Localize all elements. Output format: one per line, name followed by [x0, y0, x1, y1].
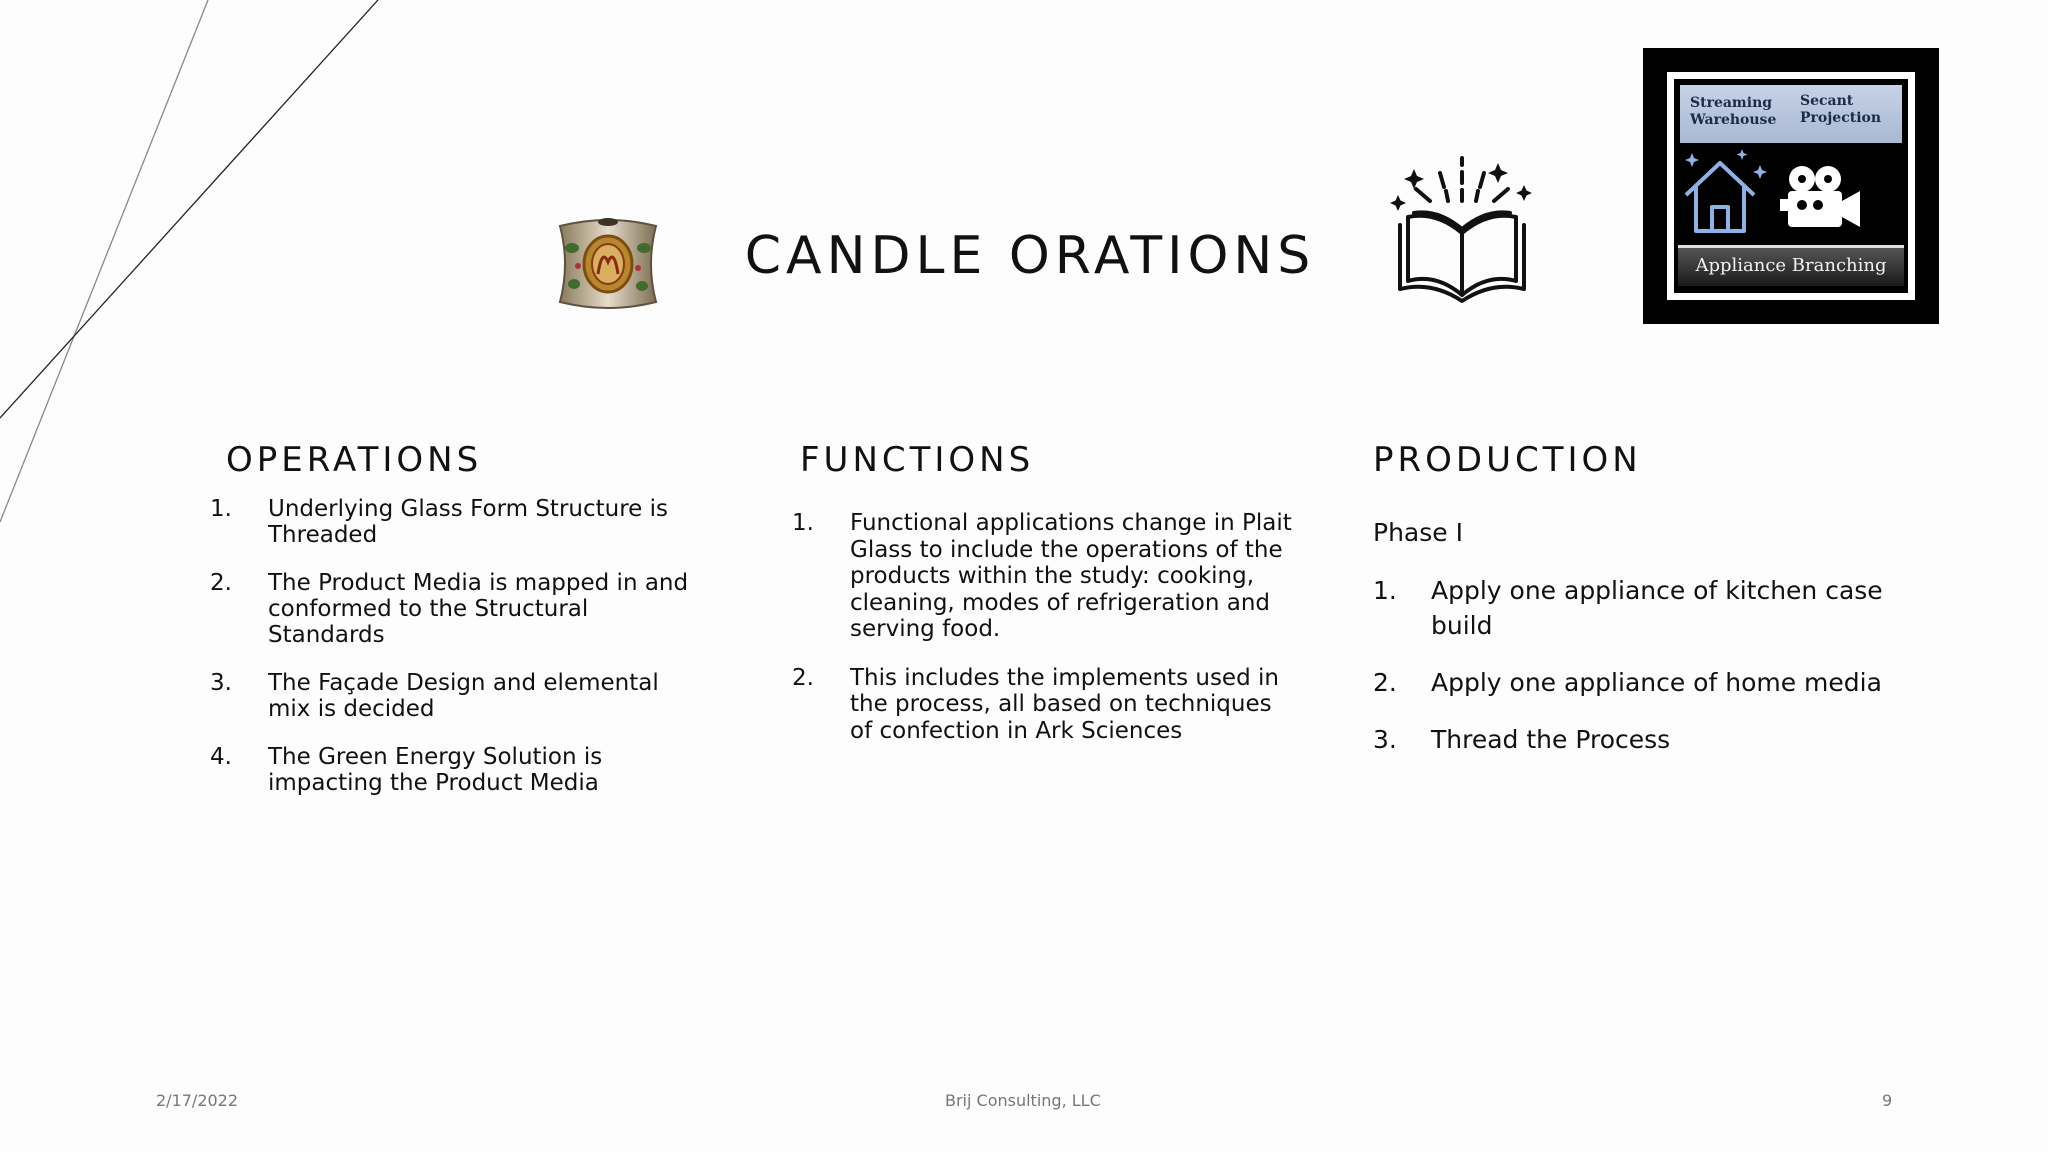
functions-section [792, 440, 1292, 766]
logo-icons [1682, 149, 1914, 239]
production-list [1373, 573, 1893, 757]
footer-company: Brij Consulting, LLC [945, 1091, 1101, 1110]
open-book-icon [1390, 155, 1535, 305]
slide-title: CANDLE ORATIONS [744, 226, 1316, 286]
list-item-number: 2. [792, 664, 814, 691]
list-item-number: 2. [210, 570, 232, 596]
logo-header-left-text: Streaming Warehouse [1690, 95, 1777, 128]
footer-date: 2/17/2022 [156, 1091, 239, 1110]
list-item [1373, 665, 1893, 700]
list-item [792, 665, 1292, 745]
list-item [792, 510, 1292, 643]
list-item [1373, 573, 1893, 643]
list-item-number: 3. [1373, 725, 1397, 754]
list-item-number: 3. [210, 670, 232, 696]
list-item [210, 670, 690, 722]
list-item-text: The Product Media is mapped in and conformed to the Structural Standards [268, 570, 689, 648]
production-heading: PRODUCTION [1373, 440, 1642, 480]
production-section [1373, 440, 1893, 779]
list-item-text: Apply one appliance of home media [1431, 668, 1882, 697]
candle-bead-image [552, 212, 664, 316]
movie-camera-icon [1780, 166, 1860, 227]
list-item-text: Functional applications change in Plait Glass to include the operations of the products within the study: cooking, cleaning, modes of refrigeration and serving food. [850, 510, 1292, 642]
list-item-number: 1. [210, 496, 232, 522]
list-item-text: Thread the Process [1431, 725, 1671, 754]
list-item-text: The Green Energy Solution is impacting the Product Media [268, 744, 603, 796]
brand-logo [1643, 48, 1939, 324]
sparkle-icon [1685, 153, 1699, 167]
list-item-number: 1. [1373, 576, 1397, 605]
functions-heading: FUNCTIONS [800, 440, 1035, 480]
list-item-text: The Façade Design and elemental mix is decided [268, 670, 659, 722]
list-item [210, 496, 690, 548]
list-item-text: This includes the implements used in the process, all based on techniques of confection in Ark Sciences [850, 664, 1279, 744]
house-icon [1686, 163, 1754, 231]
operations-heading: OPERATIONS [226, 440, 483, 480]
functions-list [792, 510, 1292, 744]
list-item [210, 570, 690, 648]
production-phase-label: Phase I [1373, 518, 1463, 547]
logo-bar-label: Appliance Branching [1678, 245, 1904, 286]
footer-page-number: 9 [1882, 1091, 1893, 1110]
logo-frame [1667, 72, 1915, 300]
operations-section [210, 440, 690, 818]
sparkle-icon [1737, 149, 1748, 160]
list-item-number: 4. [210, 744, 232, 770]
list-item-number: 1. [792, 510, 814, 536]
list-item-text: Apply one appliance of kitchen case build [1431, 576, 1883, 640]
list-item [1373, 722, 1893, 757]
list-item [210, 744, 690, 796]
list-item-text: Underlying Glass Form Structure is Threaded [268, 496, 669, 548]
operations-list [210, 496, 690, 796]
list-item-number: 2. [1373, 668, 1397, 697]
logo-header [1680, 85, 1902, 143]
sparkle-icon [1753, 165, 1767, 179]
logo-header-right-text: Secant Projection [1800, 93, 1882, 126]
